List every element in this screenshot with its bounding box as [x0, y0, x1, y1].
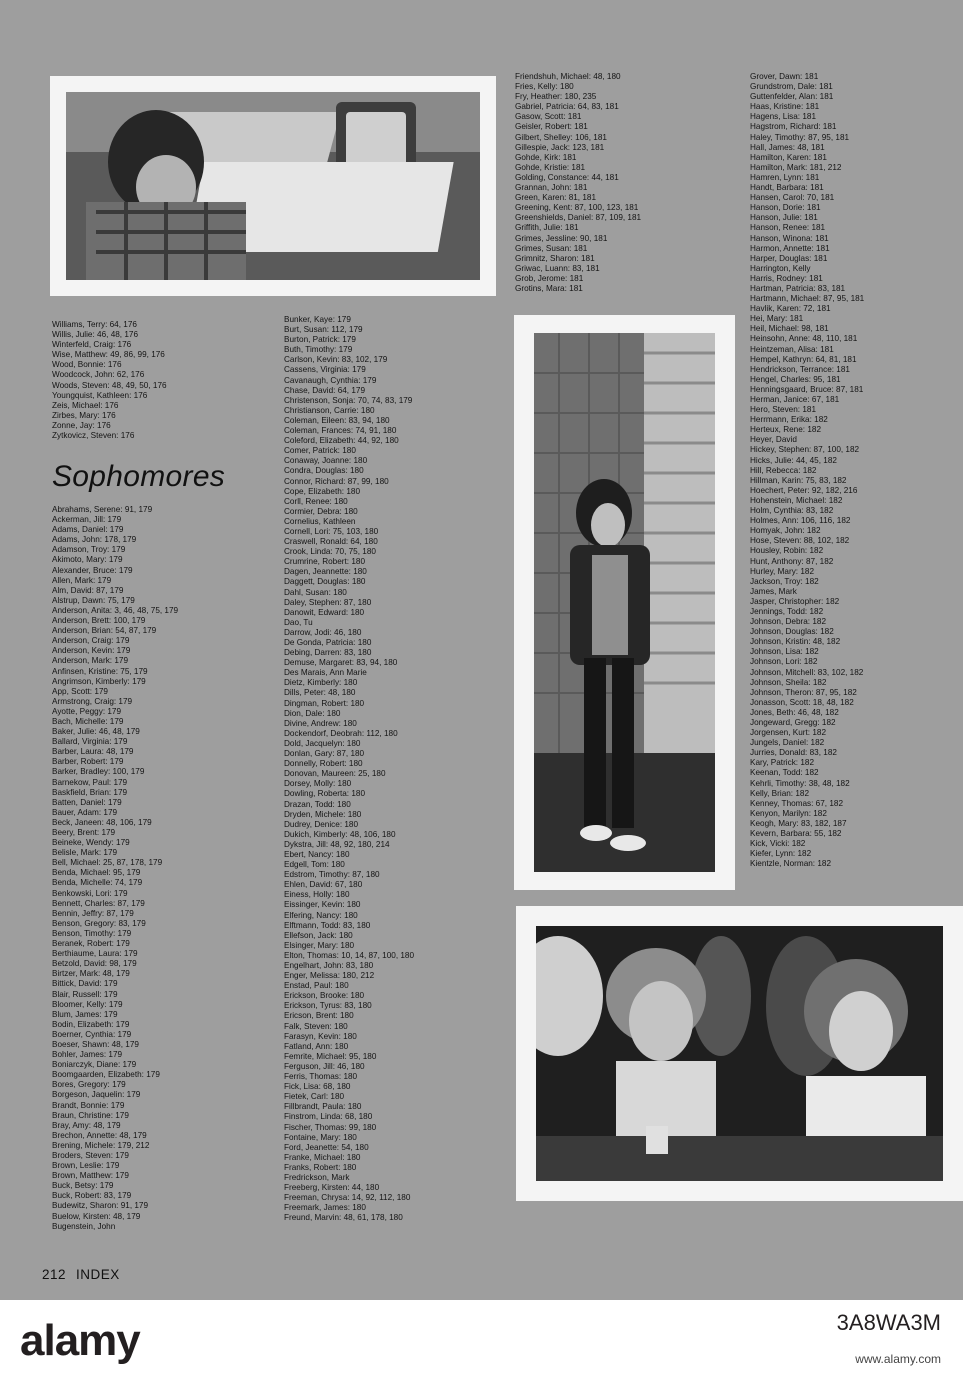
index-entry: Green, Karen: 81, 181 [515, 193, 597, 203]
index-entry: Kiefer, Lynn: 182 [750, 849, 812, 859]
index-entry: Fredrickson, Mark [284, 1172, 350, 1182]
index-entry: Elton, Thomas: 10, 14, 87, 100, 180 [284, 950, 415, 960]
index-entry: Dukich, Kimberly: 48, 106, 180 [284, 829, 396, 839]
index-entry: Hanson, Julie: 181 [750, 213, 818, 223]
index-entry: Heyer, David [750, 435, 797, 445]
index-entry: Henningsgaard, Bruce: 87, 181 [750, 384, 864, 394]
index-entry: Cornell, Lori: 75, 103, 180 [284, 526, 379, 536]
index-entry: Divine, Andrew: 180 [284, 718, 357, 728]
index-entry: Donovan, Maureen: 25, 180 [284, 769, 386, 779]
index-entry: Hill, Rebecca: 182 [750, 465, 817, 475]
watermark-url: www.alamy.com [855, 1352, 941, 1366]
index-entry: Coleman, Eileen: 83, 94, 180 [284, 415, 390, 425]
index-entry: Brandt, Bonnie: 179 [52, 1100, 125, 1110]
index-entry: Franke, Michael: 180 [284, 1152, 361, 1162]
index-entry: Handt, Barbara: 181 [750, 183, 824, 193]
index-entry: Grover, Dawn: 181 [750, 72, 819, 81]
index-entry: Benkowski, Lori: 179 [52, 888, 128, 898]
index-entry: Friendshuh, Michael: 48, 180 [515, 72, 621, 81]
index-entry: Falk, Steven: 180 [284, 1021, 348, 1031]
index-entry: Herrmann, Erika: 182 [750, 415, 828, 425]
index-entry: Brown, Leslie: 179 [52, 1161, 120, 1171]
index-entry: Enstad, Paul: 180 [284, 981, 349, 991]
index-entry: Holmes, Ann: 106, 116, 182 [750, 516, 851, 526]
index-entry: Gillespie, Jack: 123, 181 [515, 142, 605, 152]
index-entry: Grimes, Jessline: 90, 181 [515, 233, 608, 243]
page-number: 212 [42, 1267, 67, 1282]
index-entry: Belisle, Mark: 179 [52, 848, 118, 858]
index-column-2 [284, 315, 509, 1260]
index-entry: Benson, Timothy: 179 [52, 928, 132, 938]
index-entry: Daley, Stephen: 87, 180 [284, 597, 372, 607]
index-entry: Johnson, Sheila: 182 [750, 677, 827, 687]
index-entry: Berthiaume, Laura: 179 [52, 949, 138, 959]
index-entry: Jackson, Troy: 182 [750, 576, 819, 586]
index-entry: Dudrey, Denice: 180 [284, 819, 359, 829]
index-entry: Freeberg, Kirsten: 44, 180 [284, 1183, 380, 1193]
photo-student-at-desk [50, 76, 496, 296]
index-entry: Dorsey, Molly: 180 [284, 779, 352, 789]
index-entry: Greening, Kent: 87, 100, 123, 181 [515, 203, 639, 213]
index-entry: Christianson, Carrie: 180 [284, 405, 375, 415]
index-entry: Freeman, Chrysa: 14, 92, 112, 180 [284, 1193, 411, 1203]
index-entry: Cassens, Virginia: 179 [284, 365, 366, 375]
index-entry: Hendrickson, Terrance: 181 [750, 364, 850, 374]
index-entry: Herman, Janice: 67, 181 [750, 395, 840, 404]
index-entry: Hickey, Stephen: 87, 100, 182 [750, 445, 860, 455]
index-entry: Heinsohn, Anne: 48, 110, 181 [750, 334, 858, 344]
index-entry: Hero, Steven: 181 [750, 405, 816, 415]
index-entry: Chase, David: 64, 179 [284, 385, 366, 395]
index-entry: Golding, Constance: 44, 181 [515, 172, 619, 182]
index-entry: Johnson, Douglas: 182 [750, 627, 834, 637]
index-entry: Benson, Gregory: 83, 179 [52, 918, 146, 928]
index-entry: Burt, Susan: 112, 179 [284, 325, 363, 335]
index-entry: Crook, Linda: 70, 75, 180 [284, 547, 376, 557]
index-entry: Zeis, Michael: 176 [52, 400, 119, 410]
index-entry: Anfinsen, Kristine: 75, 179 [52, 666, 148, 676]
index-entry: Dykstra, Jill: 48, 92, 180, 214 [284, 839, 390, 849]
index-entry: Gohde, Kristie: 181 [515, 162, 586, 172]
index-entry: Grotins, Mara: 181 [515, 283, 583, 293]
index-entry: Christenson, Sonja: 70, 74, 83, 179 [284, 395, 413, 405]
index-entry: Hanson, Winona: 181 [750, 233, 829, 243]
index-entry: Baskfield, Brian: 179 [52, 787, 128, 797]
index-entry: Benda, Michelle: 74, 179 [52, 878, 143, 888]
index-entry: Beery, Brent: 179 [52, 828, 116, 837]
index-entry: Bugenstein, John [52, 1221, 116, 1231]
index-entry: Debing, Darren: 83, 180 [284, 648, 372, 658]
index-entry: Donnelly, Robert: 180 [284, 759, 363, 769]
index-entry: Dingman, Robert: 180 [284, 698, 365, 708]
index-entry: Johnson, Mitchell: 83, 102, 182 [750, 667, 864, 677]
index-entry: Connor, Richard: 87, 99, 180 [284, 476, 389, 486]
index-entry: Betzold, David: 98, 179 [52, 959, 137, 969]
index-entry: Beranek, Robert: 179 [52, 939, 130, 949]
index-entry: Kenyon, Marilyn: 182 [750, 808, 827, 818]
index-entry: Jennings, Todd: 182 [750, 606, 824, 616]
index-entry: Johnson, Kristin: 48, 182 [750, 637, 841, 647]
index-entry: Hohenstein, Michael: 182 [750, 495, 843, 505]
index-entry: Condra, Douglas: 180 [284, 466, 364, 476]
index-entry: Kehrli, Timothy: 38, 48, 182 [750, 778, 850, 788]
index-entry: Heil, Michael: 98, 181 [750, 324, 829, 334]
index-column-3 [515, 72, 745, 307]
page-footer [42, 1267, 130, 1282]
index-entry: Keenan, Todd: 182 [750, 768, 819, 778]
index-entry: Armstrong, Craig: 179 [52, 696, 133, 706]
index-entry: Hartmann, Michael: 87, 95, 181 [750, 294, 865, 304]
index-entry: Kary, Patrick: 182 [750, 758, 815, 768]
index-entry: Elftmann, Todd: 83, 180 [284, 920, 371, 930]
index-entry: Guttenfelder, Alan: 181 [750, 92, 834, 102]
index-entry: Dryden, Michele: 180 [284, 809, 362, 819]
index-entry: Johnson, Lori: 182 [750, 657, 818, 667]
index-entry: Birtzer, Mark: 48, 179 [52, 969, 130, 979]
index-entry: Greenshields, Daniel: 87, 109, 181 [515, 213, 642, 223]
index-column-1 [52, 505, 282, 1260]
index-entry: Youngquist, Kathleen: 176 [52, 390, 148, 400]
index-entry: Homyak, John: 182 [750, 526, 821, 536]
index-entry: Zirbes, Mary: 176 [52, 410, 116, 420]
index-entry: Hicks, Julie: 44, 45, 182 [750, 455, 837, 465]
index-entry: Bohler, James: 179 [52, 1050, 123, 1060]
index-entry: Boniarczyk, Diane: 179 [52, 1060, 137, 1070]
index-entry: Fatland, Ann: 180 [284, 1041, 349, 1051]
index-entry: Adamson, Troy: 179 [52, 545, 126, 555]
index-entry: Bell, Michael: 25, 87, 178, 179 [52, 858, 163, 868]
footer-section-label: INDEX [76, 1267, 120, 1282]
index-entry: Gilbert, Shelley: 106, 181 [515, 132, 607, 142]
photo-student-in-doorway-image [534, 333, 715, 872]
index-entry: Buck, Betsy: 179 [52, 1181, 114, 1191]
index-entry: Wood, Bonnie: 176 [52, 360, 122, 370]
index-entry: Ford, Jeanette: 54, 180 [284, 1142, 369, 1152]
index-entry: Kelly, Brian: 182 [750, 788, 810, 798]
index-entry: Anderson, Brian: 54, 87, 179 [52, 626, 157, 636]
index-entry: Harper, Douglas: 181 [750, 253, 828, 263]
index-entry: Danowit, Edward: 180 [284, 607, 365, 617]
index-entry: Johnson, Lisa: 182 [750, 647, 819, 657]
index-entry: Adams, Daniel: 179 [52, 525, 124, 535]
index-entry: Coleford, Elizabeth: 44, 92, 180 [284, 436, 399, 446]
photo-students-at-dance [516, 906, 963, 1201]
index-entry: Dao, Tu [284, 617, 313, 627]
index-entry: Brening, Michele: 179, 212 [52, 1140, 150, 1150]
index-entry: Cornelius, Kathleen [284, 516, 356, 526]
index-entry: Edstrom, Timothy: 87, 180 [284, 870, 380, 880]
index-entry: Franks, Robert: 180 [284, 1162, 357, 1172]
index-entry: Dockendorf, Deobrah: 112, 180 [284, 728, 398, 738]
index-entry: Anderson, Brett: 100, 179 [52, 616, 146, 626]
index-entry: Holm, Cynthia: 83, 182 [750, 506, 834, 516]
index-entry: Grob, Jerome: 181 [515, 273, 584, 283]
index-entry: Dion, Dale: 180 [284, 708, 341, 718]
index-entry: Grannan, John: 181 [515, 183, 588, 193]
index-entry: Bennett, Charles: 87, 179 [52, 898, 145, 908]
index-entry: Hagstrom, Richard: 181 [750, 122, 837, 132]
index-entry: Gasow, Scott: 181 [515, 112, 582, 122]
index-entry: Blum, James: 179 [52, 1009, 118, 1019]
index-entry: Ehlen, David: 67, 180 [284, 880, 363, 890]
index-entry: Bennin, Jeffry: 87, 179 [52, 908, 134, 918]
index-entry: Fietek, Carl: 180 [284, 1092, 345, 1102]
index-entry: Hansen, Carol: 70, 181 [750, 193, 835, 203]
index-entry: Grimnitz, Sharon: 181 [515, 253, 595, 263]
index-entry: Barber, Laura: 48, 179 [52, 747, 134, 757]
photo-student-in-doorway [514, 315, 735, 890]
index-entry: Hunt, Anthony: 87, 182 [750, 556, 834, 566]
index-entry: Williams, Terry: 64, 176 [52, 320, 137, 329]
index-entry: Keogh, Mary: 83, 182, 187 [750, 818, 847, 828]
index-entry: Alstrup, Dawn: 75, 179 [52, 595, 135, 605]
index-entry: Dold, Jacquelyn: 180 [284, 738, 361, 748]
index-entry: Cope, Elizabeth: 180 [284, 486, 361, 496]
alamy-logo: alamy [20, 1316, 140, 1365]
index-entry: Ellefson, Jack: 180 [284, 930, 353, 940]
index-entry: Bores, Gregory: 179 [52, 1080, 126, 1090]
index-entry: Anderson, Anita: 3, 46, 48, 75, 179 [52, 605, 179, 615]
index-entry: Bloomer, Kelly: 179 [52, 999, 123, 1009]
index-entry: Kevern, Barbara: 55, 182 [750, 829, 842, 839]
index-entry: Baker, Julie: 46, 48, 179 [52, 727, 140, 737]
index-entry: Femrite, Michael: 95, 180 [284, 1051, 377, 1061]
index-entry: Jongeward, Gregg: 182 [750, 718, 836, 727]
index-entry: Finstrom, Linda: 68, 180 [284, 1112, 373, 1122]
index-entry: Grimes, Susan: 181 [515, 243, 588, 253]
index-entry: Fontaine, Mary: 180 [284, 1132, 357, 1142]
index-entry: Harmon, Annette: 181 [750, 243, 830, 253]
index-entry: Fischer, Thomas: 99, 180 [284, 1122, 377, 1132]
index-entry: Barber, Robert: 179 [52, 757, 124, 767]
index-entry: Erickson, Tyrus: 83, 180 [284, 1001, 372, 1011]
index-entry: Freemark, James: 180 [284, 1203, 366, 1213]
index-entry: Grundstrom, Dale: 181 [750, 82, 833, 92]
index-entry: Adams, John: 178, 179 [52, 535, 137, 545]
index-entry: Darrow, Jodi: 46, 180 [284, 627, 362, 637]
index-entry: Jones, Beth: 46, 48, 182 [750, 707, 839, 717]
index-entry: Dowling, Roberta: 180 [284, 789, 366, 799]
index-entry: Ferris, Thomas: 180 [284, 1072, 358, 1082]
index-entry: Engelhart, John: 83, 180 [284, 961, 374, 970]
index-entry: Hengel, Charles: 95, 181 [750, 374, 841, 384]
index-entry: Bodin, Elizabeth: 179 [52, 1019, 130, 1029]
index-entry: Fillbrandt, Paula: 180 [284, 1102, 362, 1112]
index-entry: Harris, Rodney: 181 [750, 273, 823, 283]
index-entry: Blair, Russell: 179 [52, 989, 118, 999]
index-entry: Braun, Christine: 179 [52, 1110, 129, 1120]
index-entry: Buth, Timothy: 179 [284, 345, 353, 355]
index-entry: Ayotte, Peggy: 179 [52, 706, 122, 716]
index-entry: Brown, Matthew: 179 [52, 1171, 129, 1181]
index-entry: Abrahams, Serene: 91, 179 [52, 505, 153, 514]
index-entry: Hempel, Kathryn: 64, 81, 181 [750, 354, 857, 364]
index-entry: Hillman, Karin: 75, 83, 182 [750, 475, 847, 485]
index-entry: Hei, Mary: 181 [750, 314, 804, 324]
index-entry: Gabriel, Patricia: 64, 83, 181 [515, 102, 619, 112]
index-entry: Jorgensen, Kurt: 182 [750, 728, 827, 738]
index-entry: Hose, Steven: 88, 102, 182 [750, 536, 850, 546]
watermark-bar [0, 1300, 963, 1390]
index-entry: Elfering, Nancy: 180 [284, 910, 358, 920]
index-entry: Brechon, Annette: 48, 179 [52, 1130, 147, 1140]
index-entry: Hurley, Mary: 182 [750, 566, 815, 576]
index-entry: Des Marais, Ann Marie [284, 668, 367, 678]
photo-student-at-desk-image [66, 92, 480, 280]
index-entry: Freund, Marvin: 48, 61, 178, 180 [284, 1213, 403, 1223]
index-entry: Fry, Heather: 180, 235 [515, 92, 597, 102]
index-entry: Craswell, Ronald: 64, 180 [284, 537, 378, 547]
index-entry: Demuse, Margaret: 83, 94, 180 [284, 658, 398, 668]
index-entry: Griwac, Luann: 83, 181 [515, 263, 600, 273]
index-entry: Angrimson, Kimberly: 179 [52, 676, 146, 686]
index-entry: Bunker, Kaye: 179 [284, 315, 351, 324]
index-entry: Conaway, Joanne: 180 [284, 456, 368, 466]
index-entry: Herteux, Rene: 182 [750, 425, 822, 435]
index-entry: Buelow, Kirsten: 48, 179 [52, 1211, 141, 1221]
index-entry: Erickson, Brooke: 180 [284, 991, 365, 1001]
index-entry: Hagens, Lisa: 181 [750, 112, 816, 122]
index-entry: Dills, Peter: 48, 180 [284, 688, 356, 698]
index-entry: Kick, Vicki: 182 [750, 839, 806, 849]
index-entry: Jungels, Daniel: 182 [750, 738, 825, 748]
index-entry: Woodcock, John: 62, 176 [52, 370, 145, 380]
index-entry: Bittick, David: 179 [52, 979, 118, 989]
index-entry: Bach, Michelle: 179 [52, 716, 124, 726]
index-entry: Zonne, Jay: 176 [52, 420, 111, 430]
index-entry: Elsinger, Mary: 180 [284, 940, 355, 950]
index-entry: Wise, Matthew: 49, 86, 99, 176 [52, 350, 165, 360]
index-entry: Burton, Patrick: 179 [284, 335, 356, 345]
index-entry: Housley, Robin: 182 [750, 546, 824, 556]
index-entry: Barker, Bradley: 100, 179 [52, 767, 145, 777]
index-entry: Anderson, Kevin: 179 [52, 646, 131, 656]
index-entry: Daggett, Douglas: 180 [284, 577, 366, 587]
index-entry: Allen, Mark: 179 [52, 575, 112, 585]
index-entry: Anderson, Mark: 179 [52, 656, 129, 666]
index-entry: Ferguson, Jill: 46, 180 [284, 1061, 365, 1071]
index-column-4 [750, 72, 960, 892]
index-entry: Corll, Renee: 180 [284, 496, 348, 506]
index-entry: Hoechert, Peter: 92, 182, 216 [750, 485, 858, 495]
index-entry: Cavanaugh, Cynthia: 179 [284, 375, 377, 385]
index-entry: Donlan, Gary: 87, 180 [284, 749, 365, 759]
index-entry: Fries, Kelly: 180 [515, 82, 574, 92]
index-entry: Haley, Timothy: 87, 95, 181 [750, 132, 850, 142]
index-entry: Dagen, Jeannette: 180 [284, 567, 367, 577]
index-entry: Jonasson, Scott: 18, 48, 182 [750, 697, 854, 707]
index-entry: Havlik, Karen: 72, 181 [750, 304, 831, 314]
index-entry: Edgell, Tom: 180 [284, 860, 345, 870]
index-entry: Fick, Lisa: 68, 180 [284, 1082, 351, 1092]
index-entry: Ballard, Virginia: 179 [52, 737, 128, 747]
index-entry: Beck, Janeen: 48, 106, 179 [52, 817, 152, 827]
index-entry: Willis, Julie: 46, 48, 176 [52, 330, 139, 340]
index-entry: Ebert, Nancy: 180 [284, 849, 350, 859]
index-entry: App, Scott: 179 [52, 686, 108, 696]
index-entry: Dahl, Susan: 180 [284, 587, 347, 597]
index-entry: Cormier, Debra: 180 [284, 506, 358, 516]
index-entry: Woods, Steven: 48, 49, 50, 176 [52, 380, 167, 390]
index-entry: Coleman, Frances: 74, 91, 180 [284, 426, 397, 436]
index-entry: Johnson, Debra: 182 [750, 617, 827, 627]
index-entry: Kientzle, Norman: 182 [750, 859, 832, 869]
index-entry: Beineke, Wendy: 179 [52, 838, 130, 848]
index-entry: Enger, Melissa: 180, 212 [284, 971, 375, 981]
index-entry: Ackerman, Jill: 179 [52, 515, 122, 525]
index-entry: Einess, Holly: 180 [284, 890, 350, 900]
index-entry: Winterfeld, Craig: 176 [52, 340, 132, 350]
index-entry: Jurries, Donald: 83, 182 [750, 748, 837, 758]
index-entry: Hamren, Lynn: 181 [750, 172, 820, 182]
index-entry: Harrington, Kelly [750, 263, 811, 273]
index-entry: Haas, Kristine: 181 [750, 102, 820, 112]
index-entry: Boeser, Shawn: 48, 179 [52, 1039, 139, 1049]
index-entry: James, Mark [750, 586, 797, 596]
index-entry: Boomgaarden, Elizabeth: 179 [52, 1070, 160, 1080]
index-entry: Comer, Patrick: 180 [284, 446, 356, 456]
index-entry: Ericson, Brent: 180 [284, 1011, 354, 1021]
image-id: 3A8WA3M [836, 1310, 941, 1335]
index-entry: Hartman, Patricia: 83, 181 [750, 283, 846, 293]
index-entry: Hanson, Renee: 181 [750, 223, 826, 233]
index-entry: Alm, David: 87, 179 [52, 585, 124, 595]
index-entry: Alexander, Bruce: 179 [52, 565, 133, 575]
index-entry: Hamilton, Karen: 181 [750, 152, 827, 162]
index-entry: Griffith, Julie: 181 [515, 223, 579, 233]
index-entry: Jasper, Christopher: 182 [750, 596, 840, 606]
index-entry: De Gonda, Patricia: 180 [284, 638, 372, 647]
index-entry: Gohde, Kirk: 181 [515, 152, 577, 162]
index-entry: Geisler, Robert: 181 [515, 122, 588, 132]
index-entry: Heintzeman, Alisa: 181 [750, 344, 834, 354]
index-entry: Batten, Daniel: 179 [52, 797, 122, 807]
index-entry: Hanson, Dorie: 181 [750, 203, 821, 213]
index-entry: Anderson, Craig: 179 [52, 636, 130, 646]
index-entry: Bauer, Adam: 179 [52, 807, 118, 817]
photo-students-at-dance-image [536, 926, 943, 1181]
index-entry: Kenney, Thomas: 67, 182 [750, 798, 844, 808]
index-entry: Bray, Amy: 48, 179 [52, 1120, 121, 1130]
section-heading: Sophomores [52, 460, 226, 493]
index-entry: Farasyn, Kevin: 180 [284, 1031, 357, 1041]
index-entry: Drazan, Todd: 180 [284, 799, 351, 809]
index-entry: Johnson, Theron: 87, 95, 182 [750, 687, 857, 697]
index-entry: Borgeson, Jaquelin: 179 [52, 1090, 141, 1100]
index-column-top-left [52, 320, 282, 445]
index-entry: Dietz, Kimberly: 180 [284, 678, 358, 688]
index-entry: Hamilton, Mark: 181, 212 [750, 162, 842, 172]
index-entry: Zytkovicz, Steven: 176 [52, 431, 135, 441]
index-entry: Carlson, Kevin: 83, 102, 179 [284, 355, 388, 365]
index-entry: Budewitz, Sharon: 91, 179 [52, 1201, 149, 1211]
index-entry: Barnekow, Paul: 179 [52, 777, 128, 787]
index-entry: Eissinger, Kevin: 180 [284, 900, 361, 910]
index-entry: Boerner, Cynthia: 179 [52, 1029, 132, 1039]
index-entry: Broders, Steven: 179 [52, 1151, 129, 1160]
index-entry: Buck, Robert: 83, 179 [52, 1191, 132, 1201]
index-entry: Benda, Michael: 95, 179 [52, 868, 141, 878]
index-entry: Hall, James: 48, 181 [750, 142, 825, 152]
index-entry: Crumrine, Robert: 180 [284, 557, 365, 567]
index-entry: Akimoto, Mary: 179 [52, 555, 123, 565]
